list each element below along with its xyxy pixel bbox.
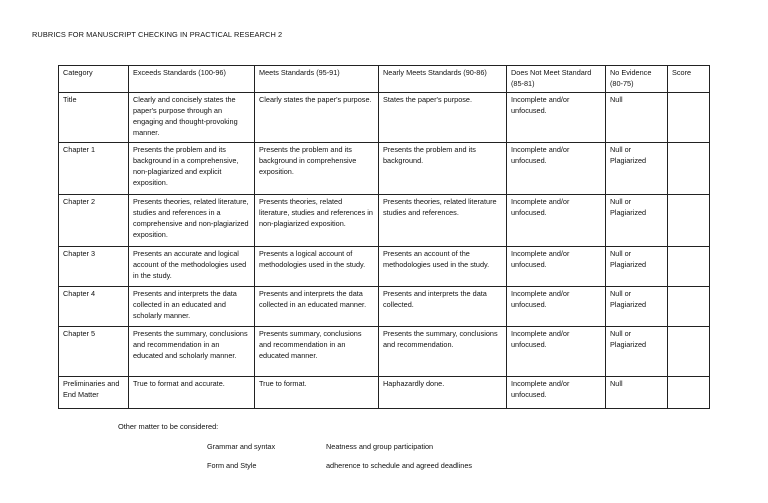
cell-meets: Presents a logical account of methodologies used in the study. (255, 246, 379, 286)
document-title: RUBRICS FOR MANUSCRIPT CHECKING IN PRACTICAL RESEARCH 2 (32, 30, 283, 39)
row-category: Chapter 4 (59, 286, 129, 326)
row-category: Chapter 1 (59, 142, 129, 194)
header-exceeds-standards: Exceeds Standards (100-96) (129, 66, 255, 93)
header-no-evidence: No Evidence (80-75) (606, 66, 668, 93)
header-nearly-meets-standards: Nearly Meets Standards (90-86) (379, 66, 507, 93)
cell-nearly-meets: Presents the summary, conclusions and recommendation. (379, 326, 507, 376)
criterion-item: Neatness and group participation (326, 442, 434, 451)
table-header-row (59, 66, 710, 93)
cell-meets: Presents theories, related literature, studies and references in non-plagiarized exposition. (255, 194, 379, 246)
header-does-not-meet-standard: Does Not Meet Standard (85-81) (507, 66, 606, 93)
row-category: Chapter 3 (59, 246, 129, 286)
cell-nearly-meets: Presents the problem and its background. (379, 142, 507, 194)
table-row (59, 92, 710, 142)
cell-no-evidence: Null (606, 92, 668, 142)
criterion-item: Grammar and syntax (207, 442, 276, 451)
cell-does-not-meet: Incomplete and/or unfocused. (507, 286, 606, 326)
other-matter-title: Other matter to be considered: (118, 422, 219, 431)
cell-does-not-meet: Incomplete and/or unfocused. (507, 142, 606, 194)
cell-score (668, 326, 710, 376)
cell-score (668, 92, 710, 142)
table-row (59, 326, 710, 376)
cell-score (668, 286, 710, 326)
criterion-item: Form and Style (207, 461, 257, 470)
header-category: Category (59, 66, 129, 93)
cell-does-not-meet: Incomplete and/or unfocused. (507, 92, 606, 142)
rubric-table (58, 65, 710, 409)
cell-no-evidence: Null or Plagiarized (606, 194, 668, 246)
cell-does-not-meet: Incomplete and/or unfocused. (507, 194, 606, 246)
table-row (59, 246, 710, 286)
table-row (59, 142, 710, 194)
row-category: Chapter 5 (59, 326, 129, 376)
cell-no-evidence: Null or Plagiarized (606, 286, 668, 326)
table-row (59, 376, 710, 408)
cell-exceeds: Presents the problem and its background in a comprehensive, non-plagiarized and explicit exposition. (129, 142, 255, 194)
cell-meets: Clearly states the paper's purpose. (255, 92, 379, 142)
cell-nearly-meets: States the paper's purpose. (379, 92, 507, 142)
cell-no-evidence: Null or Plagiarized (606, 246, 668, 286)
cell-does-not-meet: Incomplete and/or unfocused. (507, 326, 606, 376)
cell-nearly-meets: Haphazardly done. (379, 376, 507, 408)
cell-exceeds: Clearly and concisely states the paper's purpose through an engaging and thought-provoking manner. (129, 92, 255, 142)
cell-meets: True to format. (255, 376, 379, 408)
cell-no-evidence: Null or Plagiarized (606, 326, 668, 376)
cell-does-not-meet: Incomplete and/or unfocused. (507, 376, 606, 408)
cell-nearly-meets: Presents theories, related literature studies and references. (379, 194, 507, 246)
row-category: Preliminaries and End Matter (59, 376, 129, 408)
row-category: Title (59, 92, 129, 142)
cell-score (668, 142, 710, 194)
cell-meets: Presents and interprets the data collected in an educated manner. (255, 286, 379, 326)
cell-exceeds: Presents an accurate and logical account of the methodologies used in the study. (129, 246, 255, 286)
cell-exceeds: Presents theories, related literature, studies and references in a comprehensive and non-plagiarized exposition. (129, 194, 255, 246)
table-row (59, 194, 710, 246)
cell-exceeds: True to format and accurate. (129, 376, 255, 408)
header-meets-standards: Meets Standards (95-91) (255, 66, 379, 93)
row-category: Chapter 2 (59, 194, 129, 246)
cell-score (668, 376, 710, 408)
cell-score (668, 246, 710, 286)
cell-exceeds: Presents and interprets the data collected in an educated and scholarly manner. (129, 286, 255, 326)
table-row (59, 286, 710, 326)
cell-meets: Presents the problem and its background in comprehensive exposition. (255, 142, 379, 194)
cell-no-evidence: Null (606, 376, 668, 408)
cell-no-evidence: Null or Plagiarized (606, 142, 668, 194)
cell-nearly-meets: Presents an account of the methodologies used in the study. (379, 246, 507, 286)
cell-nearly-meets: Presents and interprets the data collected. (379, 286, 507, 326)
criterion-item: adherence to schedule and agreed deadlines (326, 461, 473, 470)
cell-meets: Presents summary, conclusions and recommendation in an educated manner. (255, 326, 379, 376)
cell-score (668, 194, 710, 246)
cell-does-not-meet: Incomplete and/or unfocused. (507, 246, 606, 286)
cell-exceeds: Presents the summary, conclusions and recommendation in an educated and scholarly manner. (129, 326, 255, 376)
header-score: Score (668, 66, 710, 93)
